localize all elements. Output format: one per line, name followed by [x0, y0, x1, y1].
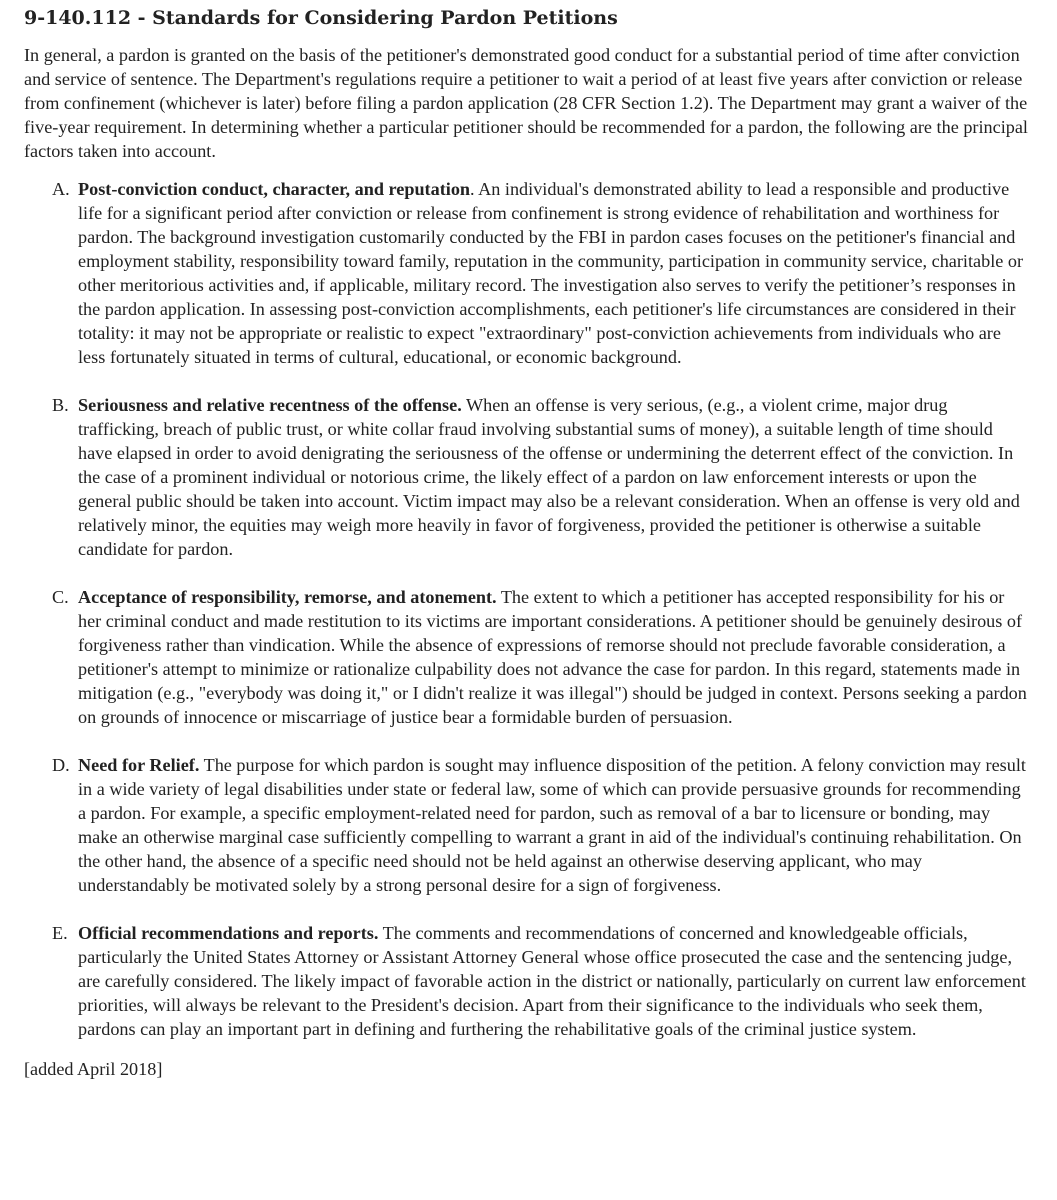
factors-list	[24, 177, 1029, 1041]
factor-item-a	[24, 177, 1029, 369]
factor-text: The comments and recommendations of concerned and knowledgeable officials, particularly the United States Attorney or Assistant Attorney General whose office prosecuted the case and the sentencing judge, are carefully considered. The likely impact of favorable action in the district or nationally, particularly on current law enforcement priorities, will always be relevant to the President's decision. Apart from their significance to the individuals who seek them, pardons can play an important part in defining and furthering the rehabilitative goals of the criminal justice system.	[78, 923, 1026, 1039]
factor-text: . An individual's demonstrated ability to lead a responsible and productive life for a significant period after conviction or release from confinement is strong evidence of rehabilitation and worthiness for pardon. The background investigation customarily conducted by the FBI in pardon cases focuses on the petitioner's financial and employment stability, responsibility toward family, reputation in the community, participation in community service, charitable or other meritorious activities and, if applicable, military record. The investigation also serves to verify the petitioner’s responses in the pardon application. In assessing post-conviction accomplishments, each petitioner's life circumstances are considered in their totality: it may not be appropriate or realistic to expect "extraordinary" post-conviction achievements from individuals who are less fortunately situated in terms of cultural, educational, or economic background.	[78, 179, 1024, 367]
factor-marker: D.	[52, 755, 70, 775]
factor-item-e	[24, 921, 1029, 1041]
factor-marker: C.	[52, 587, 69, 607]
factor-item-b	[24, 393, 1029, 561]
factor-heading: Acceptance of responsibility, remorse, and atonement.	[78, 587, 497, 607]
factor-heading: Official recommendations and reports.	[78, 923, 379, 943]
factor-item-d	[24, 753, 1029, 897]
factor-item-c	[24, 585, 1029, 729]
factor-marker: E.	[52, 923, 68, 943]
added-date-note: [added April 2018]	[24, 1059, 163, 1079]
factor-text: When an offense is very serious, (e.g., a violent crime, major drug trafficking, breach of public trust, or white collar fraud involving substantial sums of money), a suitable length of time should have elapsed in order to avoid denigrating the seriousness of the offense or undermining the deterrent effect of the conviction. In the case of a prominent individual or notorious crime, the likely effect of a pardon on law enforcement interests or upon the general public should be taken into account. Victim impact may also be a relevant consideration. When an offense is very old and relatively minor, the equities may weigh more heavily in favor of forgiveness, provided the petitioner is otherwise a suitable candidate for pardon.	[78, 395, 1020, 559]
factor-heading: Post-conviction conduct, character, and reputation	[78, 179, 471, 199]
factor-text: The extent to which a petitioner has accepted responsibility for his or her criminal conduct and made restitution to its victims are important considerations. A petitioner should be genuinely desirous of forgiveness rather than vindication. While the absence of expressions of remorse should not preclude favorable consideration, a petitioner's attempt to minimize or rationalize culpability does not advance the case for pardon. In this regard, statements made in mitigation (e.g., "everybody was doing it," or I didn't realize it was illegal") should be judged in context. Persons seeking a pardon on grounds of innocence or miscarriage of justice bear a formidable burden of persuasion.	[78, 587, 1027, 727]
page-title: 9-140.112 - Standards for Considering Pardon Petitions	[24, 7, 618, 29]
factor-heading: Need for Relief.	[78, 755, 200, 775]
factor-marker: B.	[52, 395, 69, 415]
factor-heading: Seriousness and relative recentness of the offense.	[78, 395, 462, 415]
factor-text: The purpose for which pardon is sought may influence disposition of the petition. A felony conviction may result in a wide variety of legal disabilities under state or federal law, some of which can provide persuasive grounds for recommending a pardon. For example, a specific employment-related need for pardon, such as removal of a bar to licensure or bonding, may make an otherwise marginal case sufficiently compelling to warrant a grant in aid of the individual's continuing rehabilitation. On the other hand, the absence of a specific need should not be held against an otherwise deserving applicant, who may understandably be motivated solely by a strong personal desire for a sign of forgiveness.	[78, 755, 1026, 895]
factor-marker: A.	[52, 179, 70, 199]
intro-paragraph: In general, a pardon is granted on the basis of the petitioner's demonstrated good conduct for a substantial period of time after conviction and service of sentence. The Department's regulations require a petitioner to wait a period of at least five years after conviction or release from confinement (whichever is later) before filing a pardon application (28 CFR Section 1.2). The Department may grant a waiver of the five-year requirement. In determining whether a particular petitioner should be recommended for a pardon, the following are the principal factors taken into account.	[24, 45, 1028, 161]
